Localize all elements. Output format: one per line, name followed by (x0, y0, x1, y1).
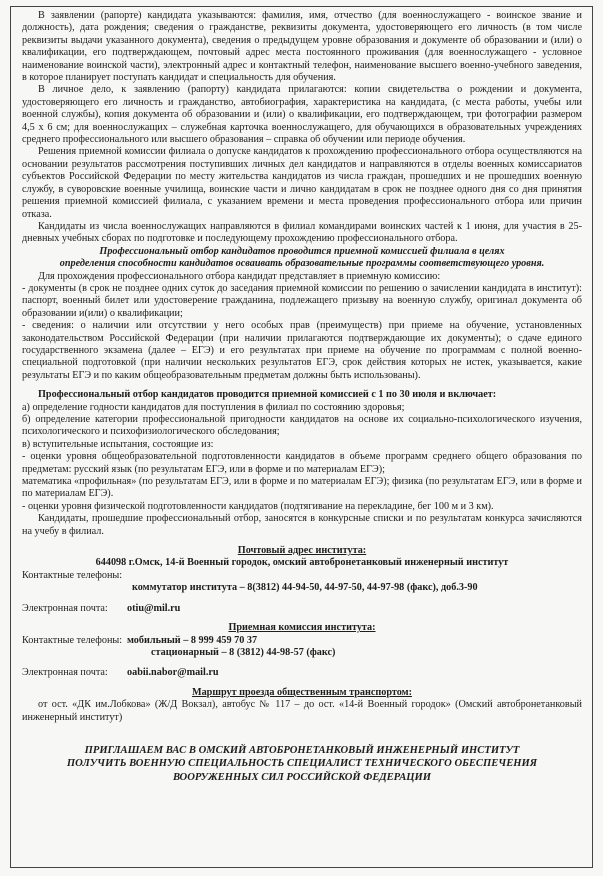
admission-email-label: Электронная почта: (22, 667, 108, 679)
paragraph-documents: - документы (в срок не позднее одних суток до заседания приемной комиссии по решению о зачислении кандидата в институт): паспорт, военный билет или удостоверение гражданина, подлежащего призыву на военную службу, оригинал документа об образовании и(или) о квалификации; (22, 282, 582, 319)
route-description: от ост. «ДК им.Лобкова» (Ж/Д Вокзал), автобус № 117 – до ост. «14-й Военный городок» (Омский автобронетанковый инженерный институт) (22, 699, 582, 723)
section-heading-line1: Профессиональный отбор кандидатов проводится приемной комиссией филиала в целях (99, 245, 505, 257)
section-heading-line2: определения способности кандидатов осваивать образовательные программы соответствующего уровня. (59, 258, 545, 270)
admission-stationary-phone[interactable]: стационарный – 8 (3812) 44-98-57 (факс) (151, 646, 336, 658)
paragraph-information: - сведения: о наличии или отсутствии у него особых прав (преимуществ) при приеме на обучение, установленных законодательством Российской Федерации (при наличии прилагаются подтверждающие их документы); о сдаче единого государственного экзамена (далее – ЕГЭ) и его результатах при приеме на обучение по программам с полной военно-специальной подготовкой (при наличии нескольких результатов ЕГЭ, срок действия которых не истек, указывается, какие результаты ЕГЭ и по каким общеобразовательным предметам должны быть использованы). (22, 320, 582, 381)
paragraph-application: В заявлении (рапорте) кандидата указываются: фамилия, имя, отчество (для военнослужащего - воинское звание и должность), дата рождения; сведения о гражданстве, реквизиты документа, удостоверяющего его личность (в том числе реквизиты выдачи указанного документа), сведения о предыдущем уровне образования и документе об образовании и (или) о квалификации, его подтверждающем, почтовый адрес места постоянного проживания (для военнослужащего - условное наименование воинской части), электронный адрес и контактный телефон, наименование высшего военно-учебного заведения, в которое планирует поступать кандидат и специальность для обучения. (22, 10, 582, 84)
switchboard-phone[interactable]: коммутатор института – 8(3812) 44-94-50, 44-97-50, 44-97-98 (факс), доб.3-90 (132, 582, 478, 594)
admission-mobile-phone[interactable]: мобильный – 8 999 459 70 37 (127, 634, 258, 646)
mail-address-heading: Почтовый адрес института: (237, 545, 367, 557)
item-b-category: б) определение категории профессиональной пригодности кандидатов на основе их социально-психологического изучения, психологического и психофизиологического обследования; (22, 414, 582, 438)
admission-contacts-label: Контактные телефоны: (22, 634, 123, 646)
item-c-exams: в) вступительные испытания, состоящие из: (22, 438, 214, 450)
paragraph-personal-file: В личное дело, к заявлению (рапорту) кандидата прилагаются: копии свидетельства о рождении и документа, удостоверяющего его личность и гражданство, автобиография, характеристика на кандидата, (с места работы, учебы или военной службы), копия документа об образовании и (или) о квалификации, его подтверждающем, три фотографии размером 4,5 х 6 см; для военнослужащих – служебная карточка военнослужащего, для обучающихся в образовательных учреждениях среднего профессионального или высшего образования – справка об обучении или периоде обучения. (22, 84, 582, 146)
admission-email[interactable]: oabii.nabor@mail.ru (127, 667, 219, 679)
item-a-health: а) определение годности кандидатов для поступления в филиал по состоянию здоровья; (22, 401, 405, 413)
paragraph-enrollment: Кандидаты, прошедшие профессиональный отбор, заносятся в конкурсные списки и по результатам конкурса зачисляются на учебу в филиал. (22, 513, 582, 537)
postal-address: 644098 г.Омск, 14-й Военный городок, омский автобронетанковый инженерный институт (95, 557, 509, 569)
document-content (22, 10, 582, 784)
route-heading: Маршрут проезда общественным транспортом: (191, 686, 413, 698)
invitation-line-2: ПОЛУЧИТЬ ВОЕННУЮ СПЕЦИАЛЬНОСТЬ СПЕЦИАЛИСТ ТЕХНИЧЕСКОГО ОБЕСПЕЧЕНИЯ (66, 758, 538, 770)
invitation-line-3: ВООРУЖЕННЫХ СИЛ РОССИЙСКОЙ ФЕДЕРАЦИИ (172, 771, 432, 783)
institute-email-label: Электронная почта: (22, 602, 108, 614)
institute-email[interactable]: otiu@mil.ru (127, 602, 181, 614)
exam-general-education: - оценки уровня общеобразовательной подготовленности кандидатов в объеме программ среднего общего образования по предметам: русский язык (по результатам ЕГЭ, или в форме и по материалам ЕГЭ); (22, 451, 582, 475)
invitation-line-1: ПРИГЛАШАЕМ ВАС В ОМСКИЙ АВТОБРОНЕТАНКОВЫЙ ИНЖЕНЕРНЫЙ ИНСТИТУТ (84, 744, 520, 756)
admission-heading: Приемная комиссия института: (228, 622, 376, 634)
paragraph-military-candidates: Кандидаты из числа военнослужащих направляются в филиал командирами воинских частей к 1 июня, для участия в 25-дневных учебных сборах по подготовке и последующему прохождению профессионального отбора. (22, 220, 582, 245)
paragraph-documents-intro: Для прохождения профессионального отбора кандидат представляет в приемную комиссию: (38, 270, 441, 282)
paragraph-selection-dates: Профессиональный отбор кандидатов проводится приемной комиссией с 1 по 30 июля и включает: (38, 389, 497, 401)
invitation-block (22, 744, 582, 784)
institute-contacts-label: Контактные телефоны: (22, 569, 123, 581)
exam-math-physics: математика «профильная» (по результатам ЕГЭ, или в форме и по материалам ЕГЭ); физика (по результатам ЕГЭ, или в форме и по материалам ЕГЭ). (22, 476, 582, 500)
paragraph-commission-decisions: Решения приемной комиссии филиала о допуске кандидатов к прохождению профессионального отбора осуществляются на основании результатов рассмотрения поступивших личных дел кандидатов и направляются в отделы военных комиссариатов субъектов Российской Федерации по месту жительства кандидатов из числа граждан, прошедших и не прошедших военную службу, в суворовские военные училища, воинские части и лично кандидатам в срок не позднее одного дня со дня принятия решения приемной комиссией филиала, с указанием времени и места проведения профессионального отбора или причин отказа. (22, 146, 582, 220)
exam-physical: - оценки уровня физической подготовленности кандидатов (подтягивание на перекладине, бег 100 м и 3 км). (22, 500, 494, 512)
